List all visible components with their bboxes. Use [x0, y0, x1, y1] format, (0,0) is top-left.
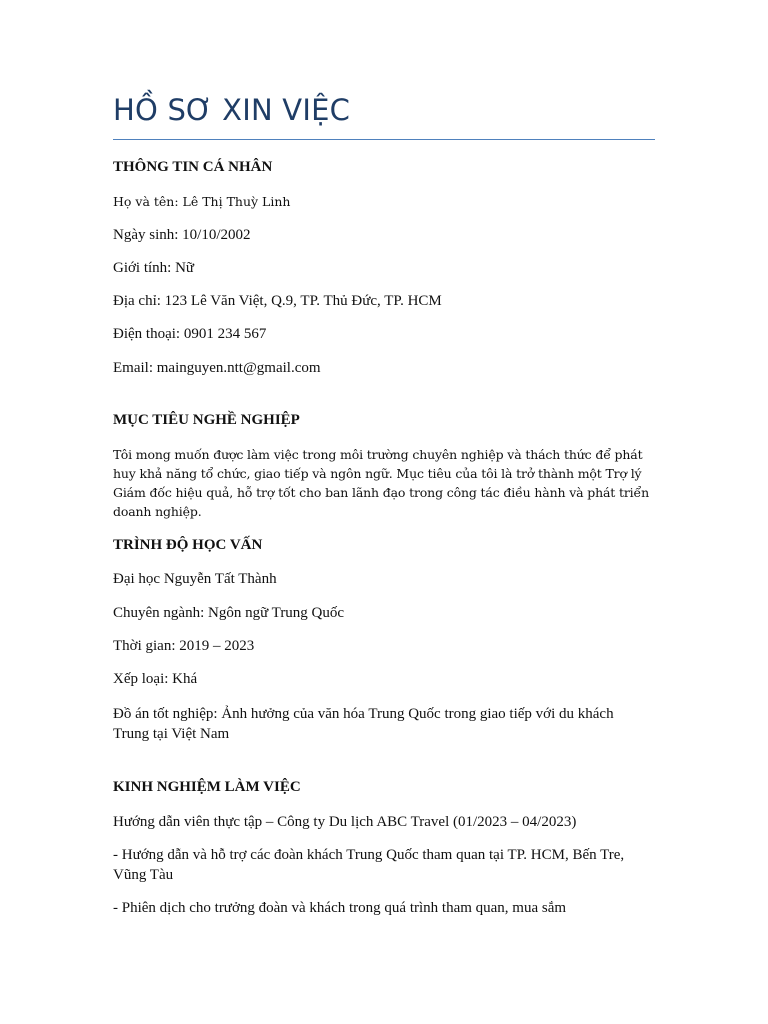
- document-title: HỒ SƠ XIN VIỆC: [113, 93, 351, 127]
- experience-duty-1: - Hướng dẫn và hỗ trợ các đoàn khách Trung Quốc tham quan tại TP. HCM, Bến Tre, Vũng Tàu: [113, 847, 625, 883]
- title-underline: [113, 139, 655, 140]
- personal-name: Họ và tên: Lê Thị Thuỳ Linh: [113, 194, 291, 209]
- section-heading-education: TRÌNH ĐỘ HỌC VẤN: [113, 537, 263, 553]
- section-heading-personal: THÔNG TIN CÁ NHÂN: [113, 159, 273, 175]
- education-period: Thời gian: 2019 – 2023: [113, 638, 255, 654]
- personal-address: Địa chỉ: 123 Lê Văn Việt, Q.9, TP. Thủ Đức, TP. HCM: [113, 293, 442, 309]
- objective-text: Tôi mong muốn được làm việc trong môi trường chuyên nghiệp và thách thức để phát huy khả năng tổ chức, giao tiếp và ngôn ngữ. Mục tiêu của tôi là trở thành một Trợ lý Giám đốc hiệu quả, hỗ trợ tốt cho ban lãnh đạo trong công tác điều hành và phát triển doanh nghiệp.: [113, 447, 649, 519]
- personal-gender: Giới tính: Nữ: [113, 260, 195, 276]
- experience-position: Hướng dẫn viên thực tập – Công ty Du lịch ABC Travel (01/2023 – 04/2023): [113, 814, 577, 830]
- education-school: Đại học Nguyễn Tất Thành: [113, 571, 277, 587]
- experience-duty-2: - Phiên dịch cho trưởng đoàn và khách trong quá trình tham quan, mua sắm: [113, 900, 567, 916]
- education-major: Chuyên ngành: Ngôn ngữ Trung Quốc: [113, 605, 345, 621]
- personal-dob: Ngày sinh: 10/10/2002: [113, 227, 251, 243]
- education-thesis: Đồ án tốt nghiệp: Ảnh hưởng của văn hóa Trung Quốc trong giao tiếp với du khách Trung tại Việt Nam: [113, 706, 614, 742]
- section-heading-objective: MỤC TIÊU NGHỀ NGHIỆP: [113, 412, 300, 428]
- personal-email: Email: mainguyen.ntt@gmail.com: [113, 360, 321, 376]
- personal-phone: Điện thoại: 0901 234 567: [113, 326, 267, 342]
- section-heading-experience: KINH NGHIỆM LÀM VIỆC: [113, 779, 301, 795]
- education-rank: Xếp loại: Khá: [113, 671, 198, 687]
